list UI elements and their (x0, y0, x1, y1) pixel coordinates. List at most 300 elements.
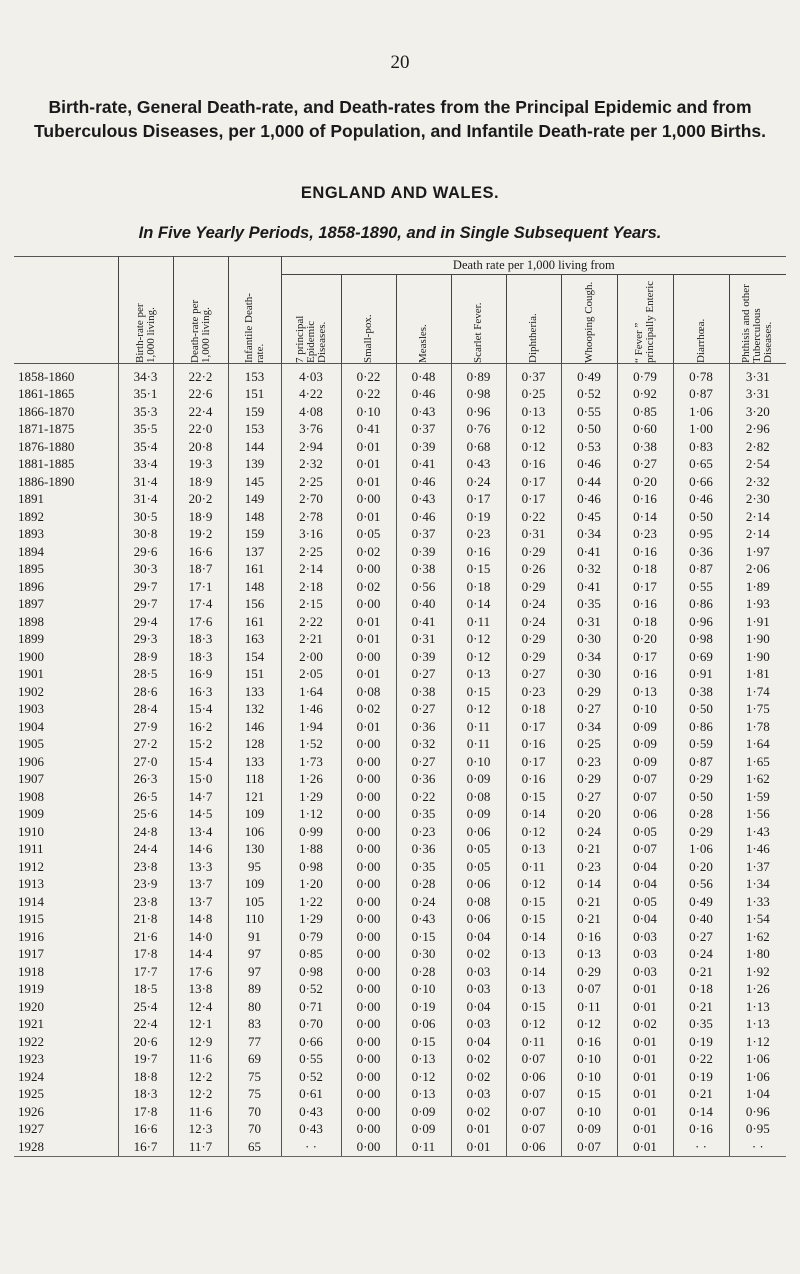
value-cell: 0·95 (729, 1121, 786, 1139)
value-cell: 0·35 (396, 858, 451, 876)
value-cell: 0·07 (617, 788, 673, 806)
value-cell: 1·12 (281, 806, 341, 824)
year-cell: 1900 (18, 648, 44, 664)
value-cell: 0·10 (561, 1051, 617, 1069)
year-cell: 1886-1890 (18, 473, 75, 489)
value-cell: 159 (228, 526, 281, 544)
value-cell: 0·96 (673, 613, 729, 631)
value-cell: 0·12 (561, 1016, 617, 1034)
value-cell: 1·26 (729, 981, 786, 999)
value-cell: 35·4 (118, 438, 173, 456)
value-cell: 97 (228, 946, 281, 964)
value-cell: 29·7 (118, 578, 173, 596)
value-cell: 0·22 (396, 788, 451, 806)
value-cell: 1·65 (729, 753, 786, 771)
value-cell: 0·15 (506, 788, 561, 806)
value-cell: 0·13 (617, 683, 673, 701)
value-cell: 28·4 (118, 701, 173, 719)
value-cell: 0·35 (561, 596, 617, 614)
value-cell: 0·20 (673, 858, 729, 876)
value-cell: 0·13 (451, 666, 506, 684)
value-cell: 19·2 (173, 526, 228, 544)
value-cell: 0·07 (506, 1121, 561, 1139)
value-cell: 22·4 (173, 403, 228, 421)
value-cell: 0·00 (341, 788, 396, 806)
year-cell: 1925 (18, 1086, 44, 1102)
value-cell: 0·03 (617, 963, 673, 981)
table-row (14, 631, 786, 649)
value-cell: 0·32 (561, 561, 617, 579)
value-cell: 0·22 (673, 1051, 729, 1069)
value-cell: 13·7 (173, 876, 228, 894)
value-cell: 0·46 (396, 508, 451, 526)
value-cell: 0·39 (396, 648, 451, 666)
value-cell: 0·04 (617, 858, 673, 876)
value-cell: 0·00 (341, 1033, 396, 1051)
value-cell: 3·20 (729, 403, 786, 421)
value-cell: 0·11 (506, 858, 561, 876)
value-cell: 0·00 (341, 771, 396, 789)
value-cell: 0·10 (561, 1068, 617, 1086)
year-cell: 1905 (18, 736, 44, 752)
value-cell: 97 (228, 963, 281, 981)
value-cell: 0·07 (561, 981, 617, 999)
value-cell: 0·06 (451, 911, 506, 929)
value-cell: 1·12 (729, 1033, 786, 1051)
value-cell: 3·76 (281, 421, 341, 439)
column-header: Scarlet Fever. (451, 275, 506, 364)
year-cell: 1866-1870 (18, 403, 75, 419)
table-row (14, 1033, 786, 1051)
value-cell: 137 (228, 543, 281, 561)
value-cell: 15·0 (173, 771, 228, 789)
value-cell: 0·00 (341, 946, 396, 964)
table-row (14, 876, 786, 894)
value-cell: 0·01 (617, 1086, 673, 1104)
value-cell: 0·40 (673, 911, 729, 929)
year-cell: 1927 (18, 1121, 44, 1137)
value-cell: 3·31 (729, 364, 786, 386)
column-header: Infantile Death-rate. (228, 257, 281, 364)
page-title: Birth-rate, General Death-rate, and Death-rates from the Principal Epidemic and from Tuberculous Diseases, per 1,000 of Population, and Infantile Death-rate per 1,000 Births. (34, 97, 766, 141)
value-cell: 0·07 (617, 771, 673, 789)
value-cell: 0·27 (561, 788, 617, 806)
value-cell: 12·4 (173, 998, 228, 1016)
value-cell: 0·11 (561, 998, 617, 1016)
value-cell: 0·25 (506, 386, 561, 404)
value-cell: 0·21 (561, 893, 617, 911)
value-cell: 0·18 (506, 701, 561, 719)
year-cell: 1914 (18, 893, 44, 909)
value-cell: 4·03 (281, 364, 341, 386)
value-cell: 12·1 (173, 1016, 228, 1034)
value-cell: 1·13 (729, 1016, 786, 1034)
value-cell: 0·21 (561, 911, 617, 929)
value-cell: 17·8 (118, 1103, 173, 1121)
value-cell: 0·16 (506, 456, 561, 474)
value-cell: 0·01 (617, 1121, 673, 1139)
value-cell: 145 (228, 473, 281, 491)
value-cell: 0·43 (396, 911, 451, 929)
value-cell: 29·7 (118, 596, 173, 614)
value-cell: 31·4 (118, 491, 173, 509)
value-cell: 1·43 (729, 823, 786, 841)
value-cell: 80 (228, 998, 281, 1016)
year-cell: 1858-1860 (18, 368, 75, 384)
value-cell: 0·01 (341, 613, 396, 631)
value-cell: 0·24 (506, 613, 561, 631)
value-cell: 23·8 (118, 858, 173, 876)
column-header: Whooping Cough. (561, 275, 617, 364)
value-cell: 0·43 (281, 1103, 341, 1121)
value-cell: 29·6 (118, 543, 173, 561)
value-cell: 0·11 (451, 718, 506, 736)
column-header: Birth-rate per 1,000 living. (118, 257, 173, 364)
value-cell: 28·9 (118, 648, 173, 666)
value-cell: 0·96 (729, 1103, 786, 1121)
value-cell: 12·9 (173, 1033, 228, 1051)
value-cell: 2·21 (281, 631, 341, 649)
value-cell: · · (729, 1138, 786, 1156)
value-cell: 0·52 (281, 1068, 341, 1086)
value-cell: 0·00 (341, 1086, 396, 1104)
value-cell: 0·26 (506, 561, 561, 579)
value-cell: 0·00 (341, 1103, 396, 1121)
value-cell: 0·56 (673, 876, 729, 894)
value-cell: 0·56 (396, 578, 451, 596)
value-cell: 148 (228, 578, 281, 596)
value-cell: 0·87 (673, 386, 729, 404)
value-cell: 2·14 (729, 508, 786, 526)
year-cell: 1926 (18, 1103, 44, 1119)
value-cell: 16·6 (173, 543, 228, 561)
value-cell: 0·50 (673, 701, 729, 719)
column-header: Small-pox. (341, 275, 396, 364)
table-row (14, 491, 786, 509)
value-cell: 18·9 (173, 473, 228, 491)
value-cell: 0·05 (451, 841, 506, 859)
value-cell: 22·2 (173, 364, 228, 386)
table-row (14, 1138, 786, 1156)
value-cell: 0·01 (617, 1068, 673, 1086)
value-cell: 0·17 (617, 578, 673, 596)
table-row (14, 806, 786, 824)
value-cell: 130 (228, 841, 281, 859)
value-cell: 0·01 (341, 666, 396, 684)
value-cell: 0·10 (451, 753, 506, 771)
year-column-header (14, 257, 118, 364)
value-cell: 0·23 (617, 526, 673, 544)
value-cell: 1·62 (729, 771, 786, 789)
value-cell: 2·96 (729, 421, 786, 439)
value-cell: 0·06 (617, 806, 673, 824)
year-cell: 1921 (18, 1016, 44, 1032)
value-cell: 0·01 (617, 1138, 673, 1156)
value-cell: 1·34 (729, 876, 786, 894)
year-cell: 1894 (18, 543, 44, 559)
value-cell: 0·01 (341, 631, 396, 649)
value-cell: 0·11 (506, 1033, 561, 1051)
value-cell: 0·07 (506, 1086, 561, 1104)
value-cell: 0·65 (673, 456, 729, 474)
value-cell: 21·8 (118, 911, 173, 929)
value-cell: 0·89 (451, 364, 506, 386)
value-cell: 0·16 (506, 736, 561, 754)
value-cell: 0·18 (673, 981, 729, 999)
value-cell: 0·48 (396, 364, 451, 386)
value-cell: 0·60 (617, 421, 673, 439)
value-cell: 0·91 (673, 666, 729, 684)
year-cell: 1915 (18, 911, 44, 927)
value-cell: 0·17 (451, 491, 506, 509)
year-cell: 1904 (18, 718, 44, 734)
value-cell: 1·97 (729, 543, 786, 561)
value-cell: 0·24 (506, 596, 561, 614)
value-cell: 2·82 (729, 438, 786, 456)
value-cell: 2·25 (281, 473, 341, 491)
value-cell: 133 (228, 753, 281, 771)
table-row (14, 613, 786, 631)
value-cell: 34·3 (118, 364, 173, 386)
value-cell: 0·01 (341, 456, 396, 474)
value-cell: 0·41 (396, 456, 451, 474)
value-cell: 1·64 (281, 683, 341, 701)
value-cell: 0·87 (673, 561, 729, 579)
value-cell: 0·04 (617, 876, 673, 894)
value-cell: 0·34 (561, 648, 617, 666)
value-cell: 0·10 (561, 1103, 617, 1121)
value-cell: 0·01 (451, 1121, 506, 1139)
value-cell: 109 (228, 806, 281, 824)
year-cell: 1913 (18, 876, 44, 892)
value-cell: 0·02 (341, 578, 396, 596)
value-cell: 0·01 (617, 981, 673, 999)
value-cell: 148 (228, 508, 281, 526)
value-cell: 21·6 (118, 928, 173, 946)
year-cell: 1910 (18, 823, 44, 839)
value-cell: 0·29 (561, 963, 617, 981)
value-cell: 0·43 (451, 456, 506, 474)
value-cell: 23·8 (118, 893, 173, 911)
value-cell: 0·09 (451, 771, 506, 789)
table-row (14, 596, 786, 614)
value-cell: 0·04 (451, 1033, 506, 1051)
value-cell: 0·18 (617, 561, 673, 579)
value-cell: 1·93 (729, 596, 786, 614)
value-cell: 0·07 (506, 1051, 561, 1069)
value-cell: 154 (228, 648, 281, 666)
value-cell: 0·04 (617, 911, 673, 929)
value-cell: 0·66 (673, 473, 729, 491)
value-cell: 153 (228, 421, 281, 439)
value-cell: 1·81 (729, 666, 786, 684)
value-cell: 1·46 (281, 701, 341, 719)
value-cell: 0·00 (341, 596, 396, 614)
value-cell: 0·11 (396, 1138, 451, 1156)
value-cell: 0·14 (506, 963, 561, 981)
value-cell: 0·31 (396, 631, 451, 649)
value-cell: 105 (228, 893, 281, 911)
year-cell: 1898 (18, 613, 44, 629)
value-cell: 0·00 (341, 858, 396, 876)
value-cell: 0·35 (673, 1016, 729, 1034)
value-cell: 2·05 (281, 666, 341, 684)
value-cell: 0·70 (281, 1016, 341, 1034)
value-cell: 27·2 (118, 736, 173, 754)
value-cell: 75 (228, 1068, 281, 1086)
value-cell: 2·25 (281, 543, 341, 561)
value-cell: 0·24 (451, 473, 506, 491)
value-cell: 0·23 (396, 823, 451, 841)
value-cell: 0·20 (617, 631, 673, 649)
value-cell: 1·37 (729, 858, 786, 876)
value-cell: 2·00 (281, 648, 341, 666)
value-cell: 11·7 (173, 1138, 228, 1156)
value-cell: 0·29 (506, 543, 561, 561)
value-cell: 0·46 (561, 491, 617, 509)
value-cell: 2·32 (281, 456, 341, 474)
value-cell: 0·19 (673, 1068, 729, 1086)
value-cell: 0·01 (341, 508, 396, 526)
year-cell: 1907 (18, 771, 44, 787)
value-cell: 121 (228, 788, 281, 806)
value-cell: 0·00 (341, 998, 396, 1016)
value-cell: 35·5 (118, 421, 173, 439)
value-cell: 0·17 (506, 718, 561, 736)
value-cell: 159 (228, 403, 281, 421)
value-cell: 1·91 (729, 613, 786, 631)
value-cell: 0·16 (617, 491, 673, 509)
value-cell: 0·27 (396, 753, 451, 771)
value-cell: 0·01 (451, 1138, 506, 1156)
value-cell: 2·54 (729, 456, 786, 474)
value-cell: 0·12 (451, 631, 506, 649)
value-cell: 0·03 (617, 946, 673, 964)
value-cell: 0·98 (451, 386, 506, 404)
value-cell: 0·06 (506, 1138, 561, 1156)
value-cell: 18·9 (173, 508, 228, 526)
value-cell: 0·43 (281, 1121, 341, 1139)
value-cell: 0·00 (341, 1016, 396, 1034)
value-cell: 0·29 (506, 578, 561, 596)
table-row (14, 1016, 786, 1034)
value-cell: 0·34 (561, 526, 617, 544)
value-cell: 0·79 (617, 364, 673, 386)
value-cell: 0·76 (451, 421, 506, 439)
value-cell: 0·01 (617, 1051, 673, 1069)
table-row (14, 998, 786, 1016)
table-row (14, 386, 786, 404)
year-cell: 1908 (18, 788, 44, 804)
value-cell: 29·3 (118, 631, 173, 649)
value-cell: 2·18 (281, 578, 341, 596)
value-cell: 0·22 (341, 364, 396, 386)
value-cell: 2·78 (281, 508, 341, 526)
value-cell: 0·85 (617, 403, 673, 421)
value-cell: 0·00 (341, 893, 396, 911)
value-cell: 0·69 (673, 648, 729, 666)
value-cell: 0·87 (673, 753, 729, 771)
value-cell: 0·29 (673, 771, 729, 789)
value-cell: 0·06 (451, 823, 506, 841)
value-cell: 20·6 (118, 1033, 173, 1051)
value-cell: 0·49 (561, 364, 617, 386)
value-cell: 24·4 (118, 841, 173, 859)
value-cell: 0·14 (506, 806, 561, 824)
year-cell: 1896 (18, 578, 44, 594)
value-cell: 0·02 (617, 1016, 673, 1034)
value-cell: 0·36 (673, 543, 729, 561)
value-cell: 0·36 (396, 718, 451, 736)
value-cell: 0·00 (341, 561, 396, 579)
year-cell: 1911 (18, 841, 44, 857)
value-cell: 3·31 (729, 386, 786, 404)
value-cell: 1·52 (281, 736, 341, 754)
value-cell: 0·46 (673, 491, 729, 509)
value-cell: 4·22 (281, 386, 341, 404)
table-row (14, 648, 786, 666)
value-cell: 1·64 (729, 736, 786, 754)
value-cell: 14·4 (173, 946, 228, 964)
value-cell: 1·29 (281, 911, 341, 929)
value-cell: 0·41 (561, 578, 617, 596)
value-cell: 0·00 (341, 981, 396, 999)
value-cell: 0·00 (341, 648, 396, 666)
table-row (14, 438, 786, 456)
value-cell: 110 (228, 911, 281, 929)
value-cell: 0·30 (561, 666, 617, 684)
value-cell: 0·37 (396, 421, 451, 439)
value-cell: 128 (228, 736, 281, 754)
value-cell: 17·8 (118, 946, 173, 964)
value-cell: 17·7 (118, 963, 173, 981)
value-cell: 1·06 (673, 403, 729, 421)
value-cell: 26·5 (118, 788, 173, 806)
value-cell: 0·29 (506, 648, 561, 666)
value-cell: 14·0 (173, 928, 228, 946)
value-cell: 0·12 (506, 876, 561, 894)
value-cell: 0·00 (341, 736, 396, 754)
value-cell: 133 (228, 683, 281, 701)
table-row (14, 771, 786, 789)
value-cell: 1·13 (729, 998, 786, 1016)
value-cell: 0·29 (673, 823, 729, 841)
value-cell: 0·09 (396, 1103, 451, 1121)
value-cell: 0·68 (451, 438, 506, 456)
value-cell: 3·16 (281, 526, 341, 544)
value-cell: 1·46 (729, 841, 786, 859)
value-cell: 0·24 (396, 893, 451, 911)
table-row (14, 893, 786, 911)
value-cell: 0·14 (506, 928, 561, 946)
value-cell: 1·94 (281, 718, 341, 736)
value-cell: 0·23 (451, 526, 506, 544)
value-cell: 0·27 (396, 666, 451, 684)
value-cell: 1·62 (729, 928, 786, 946)
value-cell: 0·34 (561, 718, 617, 736)
value-cell: 16·2 (173, 718, 228, 736)
value-cell: 0·13 (506, 403, 561, 421)
value-cell: 27·0 (118, 753, 173, 771)
value-cell: 0·59 (673, 736, 729, 754)
value-cell: 0·43 (396, 403, 451, 421)
value-cell: 0·10 (396, 981, 451, 999)
year-cell: 1922 (18, 1033, 44, 1049)
value-cell: 144 (228, 438, 281, 456)
value-cell: 0·16 (617, 596, 673, 614)
value-cell: 11·6 (173, 1051, 228, 1069)
value-cell: 0·04 (451, 928, 506, 946)
